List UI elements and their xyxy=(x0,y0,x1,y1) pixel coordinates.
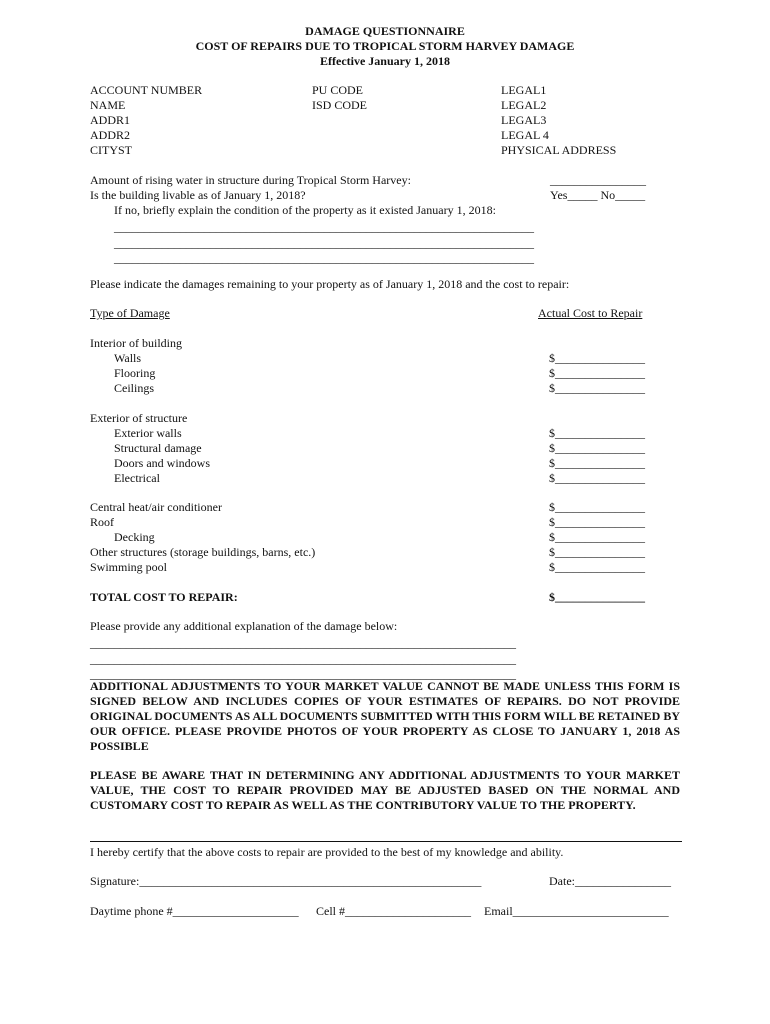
column-header-type: Type of Damage xyxy=(90,306,170,320)
roof: Roof xyxy=(90,515,114,529)
cost-swimming-pool[interactable]: $_______________ xyxy=(549,560,645,574)
effective-date: Effective January 1, 2018 xyxy=(320,54,450,68)
field-addr2: ADDR2 xyxy=(90,128,131,142)
cost-interior-ceilings[interactable]: $_______________ xyxy=(549,381,645,395)
cost-exterior-electrical[interactable]: $_______________ xyxy=(549,471,645,485)
date-field[interactable]: Date:________________ xyxy=(549,874,671,888)
field-legal4: LEGAL 4 xyxy=(501,128,549,142)
field-legal3: LEGAL3 xyxy=(501,113,547,127)
field-cityst: CITYST xyxy=(90,143,132,157)
notice-paragraph-2: PLEASE BE AWARE THAT IN DETERMINING ANY ADDITIONAL ADJUSTMENTS TO YOUR MARKET VALUE, THE COST TO REPAIR PROVIDED MAY BE ADJUSTED BASED ON THE NORMAL AND CUSTOMARY COST TO REPAIR AS WELL AS THE CONTRIBUTORY VALUE TO THE PROPERTY. xyxy=(90,768,680,812)
interior-walls: Walls xyxy=(114,351,142,365)
exterior-structural: Structural damage xyxy=(114,441,202,455)
explain-line-2[interactable]: ______________________________________________________________________ xyxy=(114,236,534,250)
interior-flooring: Flooring xyxy=(114,366,156,380)
swimming-pool: Swimming pool xyxy=(90,560,168,574)
water-amount-blank[interactable]: ________________ xyxy=(550,173,646,187)
signature-field[interactable]: Signature:_________________________________________________________ xyxy=(90,874,482,888)
explain-line-1[interactable]: ______________________________________________________________________ xyxy=(114,220,534,234)
email-field[interactable]: Email__________________________ xyxy=(484,904,669,918)
exterior-electrical: Electrical xyxy=(114,471,160,485)
livable-question-label: Is the building livable as of January 1, 2018? xyxy=(90,188,306,202)
cost-exterior-doors-windows[interactable]: $_______________ xyxy=(549,456,645,470)
other-structures: Other structures (storage buildings, barns, etc.) xyxy=(90,545,316,559)
cost-other-structures[interactable]: $_______________ xyxy=(549,545,645,559)
cost-exterior-walls[interactable]: $_______________ xyxy=(549,426,645,440)
cost-central-heat-air[interactable]: $_______________ xyxy=(549,500,645,514)
field-addr1: ADDR1 xyxy=(90,113,131,127)
damages-intro: Please indicate the damages remaining to your property as of January 1, 2018 and the cost to repair: xyxy=(90,277,570,291)
field-pu-code: PU CODE xyxy=(312,83,364,97)
additional-explanation-label: Please provide any additional explanation of the damage below: xyxy=(90,619,398,633)
exterior-heading: Exterior of structure xyxy=(90,411,188,425)
central-heat-air: Central heat/air conditioner xyxy=(90,500,222,514)
column-header-cost: Actual Cost to Repair xyxy=(538,306,643,320)
cost-interior-walls[interactable]: $_______________ xyxy=(549,351,645,365)
livable-yes-no-blanks[interactable]: Yes_____ No_____ xyxy=(550,188,646,202)
field-legal1: LEGAL1 xyxy=(501,83,547,97)
additional-line-3[interactable]: _______________________________________________________________________ xyxy=(90,667,516,681)
exterior-doors-windows: Doors and windows xyxy=(114,456,210,470)
cost-interior-flooring[interactable]: $_______________ xyxy=(549,366,645,380)
water-question-label: Amount of rising water in structure during Tropical Storm Harvey: xyxy=(90,173,411,187)
cost-exterior-structural[interactable]: $_______________ xyxy=(549,441,645,455)
explain-line-3[interactable]: ______________________________________________________________________ xyxy=(114,251,534,265)
certification-statement: I hereby certify that the above costs to repair are provided to the best of my knowledge and ability. xyxy=(90,845,564,859)
additional-line-1[interactable]: _______________________________________________________________________ xyxy=(90,636,516,650)
cost-roof-decking[interactable]: $_______________ xyxy=(549,530,645,544)
form-title: DAMAGE QUESTIONNAIRE xyxy=(305,24,465,38)
total-cost-label: TOTAL COST TO REPAIR: xyxy=(90,590,238,604)
signature-section-rule xyxy=(90,841,682,842)
daytime-phone-field[interactable]: Daytime phone #_____________________ xyxy=(90,904,299,918)
cost-roof[interactable]: $_______________ xyxy=(549,515,645,529)
exterior-walls: Exterior walls xyxy=(114,426,182,440)
notice-paragraph-1: ADDITIONAL ADJUSTMENTS TO YOUR MARKET VALUE CANNOT BE MADE UNLESS THIS FORM IS SIGNED BELOW AND INCLUDES COPIES OF YOUR ESTIMATES OF REPAIRS. DO NOT PROVIDE ORIGINAL DOCUMENTS AS ALL DOCUMENTS SUBMITTED WITH THIS FORM WILL BE RETAINED BY OUR OFFICE. PLEASE PROVIDE PHOTOS OF YOUR PROPERTY AS CLOSE TO JANUARY 1, 2018 AS POSSIBLE xyxy=(90,679,680,753)
field-account-number: ACCOUNT NUMBER xyxy=(90,83,203,97)
field-physical-address: PHYSICAL ADDRESS xyxy=(501,143,617,157)
cell-phone-field[interactable]: Cell #_____________________ xyxy=(316,904,471,918)
field-name: NAME xyxy=(90,98,126,112)
additional-line-2[interactable]: _______________________________________________________________________ xyxy=(90,652,516,666)
explain-condition-label: If no, briefly explain the condition of the property as it existed January 1, 2018: xyxy=(114,203,496,217)
interior-heading: Interior of building xyxy=(90,336,182,350)
field-legal2: LEGAL2 xyxy=(501,98,547,112)
roof-decking: Decking xyxy=(114,530,155,544)
field-isd-code: ISD CODE xyxy=(312,98,368,112)
form-subtitle: COST OF REPAIRS DUE TO TROPICAL STORM HARVEY DAMAGE xyxy=(195,39,575,53)
total-cost-blank[interactable]: $_______________ xyxy=(549,590,645,604)
interior-ceilings: Ceilings xyxy=(114,381,155,395)
